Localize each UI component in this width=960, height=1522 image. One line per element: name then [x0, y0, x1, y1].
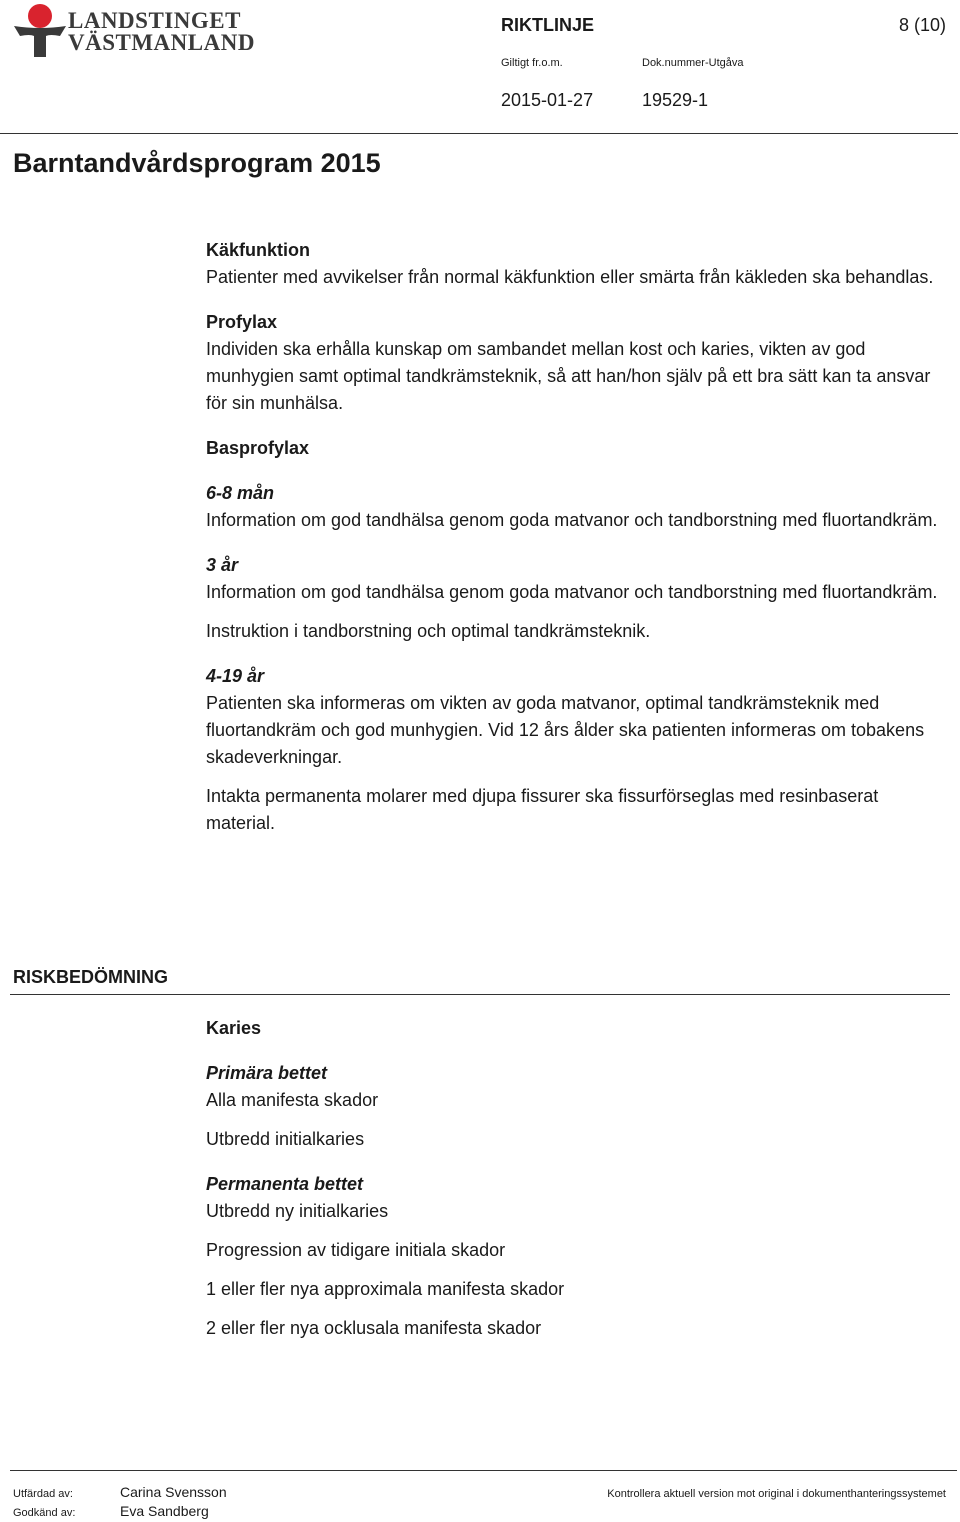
main-content [206, 237, 951, 837]
version-notice: Kontrollera aktuell version mot original i dokumenthanteringssystemet [607, 1488, 946, 1500]
basprofylax-heading: Basprofylax [206, 438, 310, 458]
list-item: Alla manifesta skador [206, 1090, 379, 1110]
age-3-text-2: Instruktion i tandborstning och optimal tandkrämsteknik. [206, 621, 651, 641]
age-6-8-heading: 6-8 mån [206, 483, 275, 503]
age-4-19-text-2: Intakta permanenta molarer med djupa fissurer ska fissurförseglas med resinbaserat material. [206, 786, 879, 833]
document-type: RIKTLINJE [501, 15, 595, 35]
risk-divider [10, 994, 950, 995]
profylax-heading: Profylax [206, 312, 278, 332]
logo-wordmark [68, 10, 255, 54]
age-3-text: Information om god tandhälsa genom goda matvanor och tandborstning med fluortandkräm. [206, 582, 938, 602]
valid-from-date: 2015-01-27 [501, 90, 594, 110]
person-icon [10, 2, 70, 60]
page-title: Barntandvårdsprogram 2015 [13, 148, 381, 178]
age-4-19-heading: 4-19 år [206, 666, 265, 686]
permanent-teeth-heading: Permanenta bettet [206, 1174, 364, 1194]
issued-by-name: Carina Svensson [120, 1484, 227, 1500]
logo-line1: LANDSTINGET [68, 8, 241, 33]
age-4-19-text: Patienten ska informeras om vikten av goda matvanor, optimal tandkrämsteknik med fluortandkräm och god munhygien. Vid 12 års ålder ska patienten informeras om tobakens skadeverkningar. [206, 693, 925, 767]
issued-by-label: Utfärdad av: [13, 1488, 73, 1500]
valid-from-label: Giltigt fr.o.m. [501, 57, 563, 69]
list-item: 2 eller fler nya ocklusala manifesta skador [206, 1318, 542, 1338]
header-divider [0, 133, 958, 134]
approved-by-label: Godkänd av: [13, 1507, 76, 1519]
document-number-label: Dok.nummer-Utgåva [642, 57, 744, 69]
list-item: Progression av tidigare initiala skador [206, 1240, 506, 1260]
list-item: 1 eller fler nya approximala manifesta skador [206, 1279, 565, 1299]
age-3-heading: 3 år [206, 555, 239, 575]
list-item: Utbredd initialkaries [206, 1129, 365, 1149]
list-item: Utbredd ny initialkaries [206, 1201, 389, 1221]
logo-line2: VÄSTMANLAND [68, 30, 255, 55]
approved-by-name: Eva Sandberg [120, 1503, 209, 1519]
page-number: 8 (10) [898, 15, 946, 35]
karies-heading: Karies [206, 1018, 262, 1038]
kakfunktion-heading: Käkfunktion [206, 240, 311, 260]
age-6-8-text: Information om god tandhälsa genom goda matvanor och tandborstning med fluortandkräm. [206, 510, 938, 530]
risk-content [206, 1015, 951, 1342]
footer-divider [10, 1470, 957, 1471]
document-number: 19529-1 [642, 90, 709, 110]
primary-teeth-heading: Primära bettet [206, 1063, 328, 1083]
kakfunktion-text: Patienter med avvikelser från normal käkfunktion eller smärta från käkleden ska behandlas. [206, 267, 934, 287]
risk-assessment-heading: RISKBEDÖMNING [13, 967, 169, 987]
profylax-text: Individen ska erhålla kunskap om sambandet mellan kost och karies, vikten av god munhygien samt optimal tandkrämsteknik, så att han/hon själv på ett bra sätt kan ta ansvar för sin munhälsa. [206, 339, 931, 413]
